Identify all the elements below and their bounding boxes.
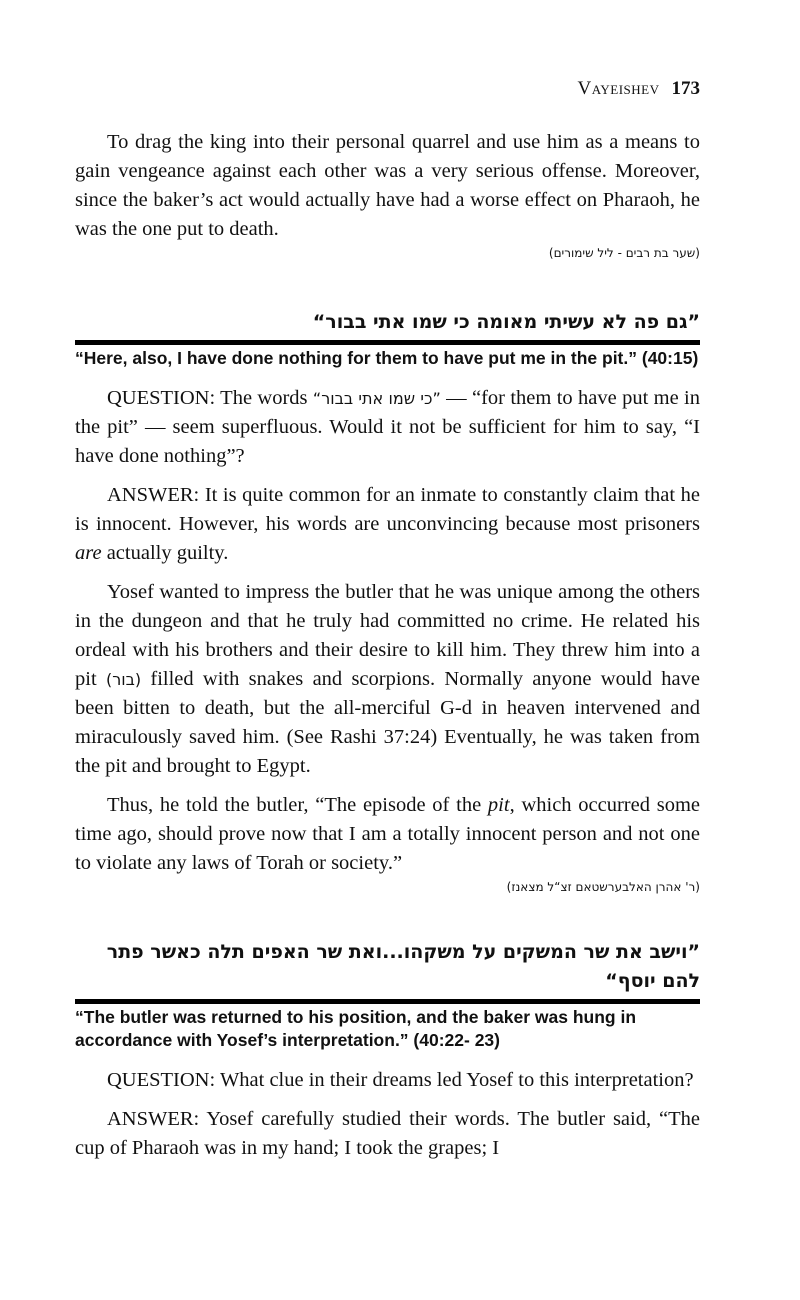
heading-rule [75,999,700,1004]
question-prefix: QUESTION: The words [107,387,313,409]
chapter-title: Vayeishev [577,78,660,99]
para4-emphasis: pit [487,794,510,816]
answer-emphasis: are [75,542,102,564]
para3-prefix: Yosef wanted to impress the butler that he was unique among the others in the dungeon and that he truly had committed no crime. He related his ordeal with his brothers and their desire to kill him. They threw him into a pit [75,581,700,690]
section-2-question: QUESTION: What clue in their dreams led Yosef to this interpretation? [107,1069,694,1091]
para3-hebrew: (בור) [105,670,142,689]
answer-suffix: actually guilty. [101,542,229,564]
intro-source: (שער בת רבים - ליל שימורים) [548,246,700,260]
heading-rule [75,340,700,345]
question-hebrew: ”כי שמו אתי בבור“ [312,389,441,408]
para4-prefix: Thus, he told the butler, “The episode of the [107,794,488,816]
section-2-hebrew-heading: ”וישב את שר המשקים על משקהו...ואת שר האפים תלה כאשר פתר להם יוסף“ [106,941,700,992]
section-1-source: (ר' אהרן האלבערשטאם זצ“ל מצאנז) [506,880,700,894]
section-2 [75,938,700,1163]
section-2-answer: ANSWER: Yosef carefully studied their words. The butler said, “The cup of Pharaoh was in my hand; I took the grapes; I [75,1108,700,1159]
section-1-question [75,384,700,471]
intro-paragraph: To drag the king into their personal quarrel and use him as a means to gain vengeance against each other was a very serious offense. Moreover, since the baker’s act would actually have had a worse effect on Pharaoh, he was the one put to death. [75,131,700,240]
page-number: 173 [671,78,700,99]
section-1 [75,308,700,896]
answer-prefix: ANSWER: It is quite common for an inmate to constantly claim that he is innocent. However, his words are unconvincing because most prisoners [75,484,700,535]
intro-block [75,128,700,262]
section-2-english-heading: “The butler was returned to his position, and the baker was hung in accordance with Yosef’s interpretation.” (40:22- 23) [75,1007,637,1050]
question-suffix: — “for them to have put me in the pit” — seem superfluous. Would it not be sufficient for him to say, “I have done nothing”? [75,387,700,467]
section-1-paragraph-4 [75,791,700,878]
para3-suffix: filled with snakes and scorpions. Normally anyone would have been bitten to death, but the all-merciful G-d in heaven intervened and miraculously saved him. (See Rashi 37:24) Eventually, he was taken from the pit and brought to Egypt. [75,668,700,777]
running-head [577,78,700,100]
section-1-answer [75,481,700,568]
para4-suffix: , which occurred some time ago, should prove now that I am a totally innocent person and not one to violate any laws of Torah or society.” [75,794,700,874]
section-1-hebrew-heading: ”גם פה לא עשיתי מאומה כי שמו אתי בבור“ [312,311,700,333]
section-1-english-heading: “Here, also, I have done nothing for them to have put me in the pit.” (40:15) [75,348,699,368]
section-1-paragraph-3 [75,578,700,781]
